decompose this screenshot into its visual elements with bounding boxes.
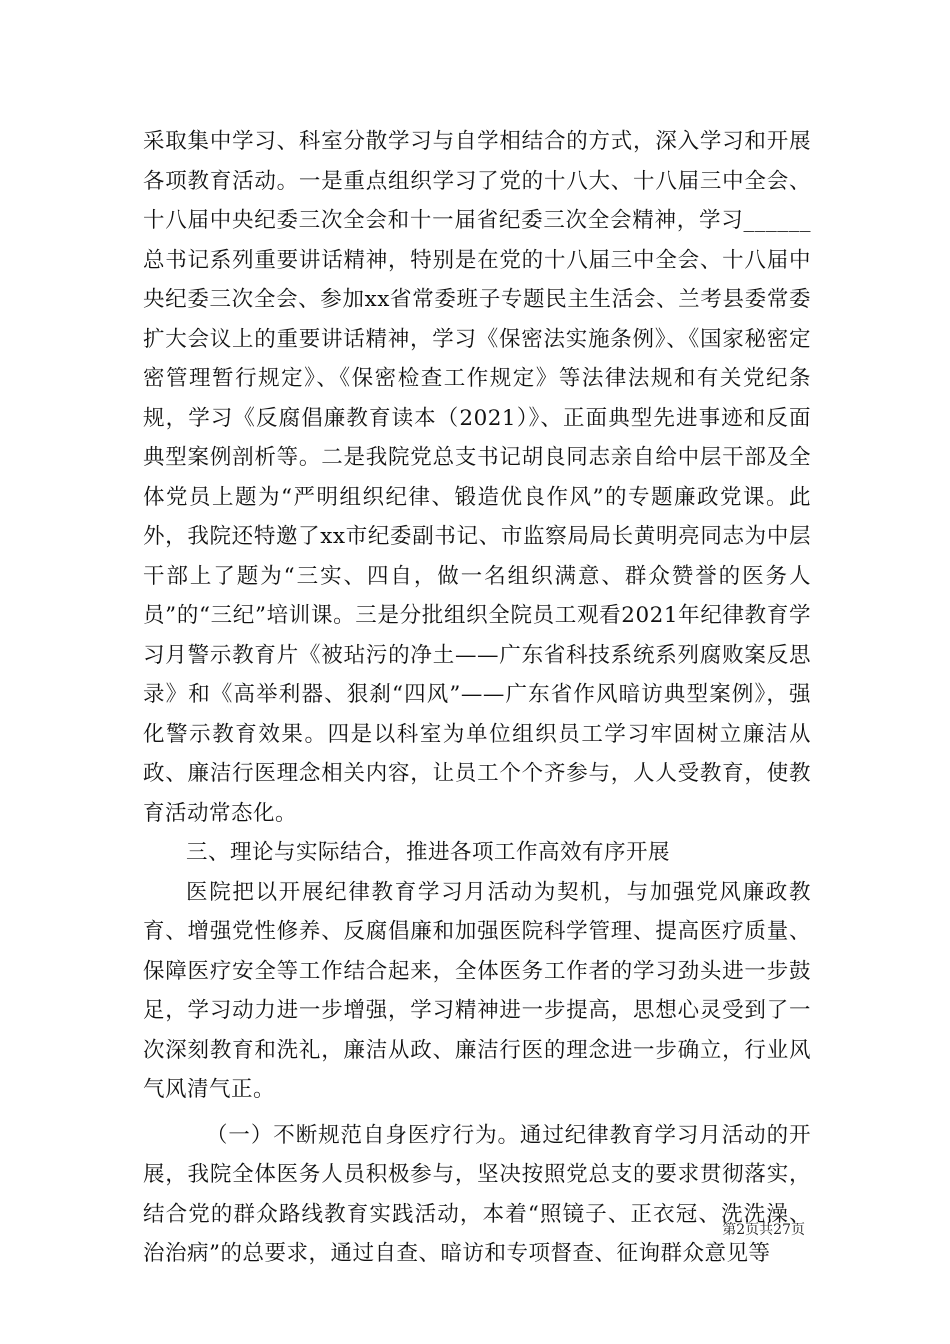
paragraph-medical-conduct: （一）不断规范自身医疗行为。通过纪律教育学习月活动的开展，我院全体医务人员积极参与，坚决按照党总支的要求贯彻落实，结合党的群众路线教育实践活动，本着“照镜子、正衣冠、洗洗澡、治治病”的总要求，通过自查、暗访和专项督查、征询群众意见等 (143, 1122, 811, 1266)
paragraph-study-activities: 采取集中学习、科室分散学习与自学相结合的方式，深入学习和开展各项教育活动。一是重点组织学习了党的十八大、十八届三中全会、十八届中央纪委三次全会和十一届省纪委三次全会精神，学习______总书记系列重要讲话精神，特别是在党的十八届三中全会、十八届中央纪委三次全会、参加xx省常委班子专题民主生活会、兰考县委常委扩大会议上的重要讲话精神，学习《保密法实施条例》、《国家秘密定密管理暂行规定》、《保密检查工作规定》等法律法规和有关党纪条规，学习《反腐倡廉教育读本（2021）》、正面典型先进事迹和反面典型案例剖析等。二是我院党总支书记胡良同志亲自给中层干部及全体党员上题为“严明组织纪律、锻造优良作风”的专题廉政党课。此外，我院还特邀了xx市纪委副书记、市监察局局长黄明亮同志为中层干部上了题为“三实、四自，做一名组织满意、群众赞誉的医务人员”的“三纪”培训课。三是分批组织全院员工观看2021年纪律教育学习月警示教育片《被玷污的净土——广东省科技系统系列腐败案反思录》和《高举利器、狠刹“四风”——广东省作风暗访典型案例》，强化警示教育效果。四是以科室为单位组织员工学习牢固树立廉洁从政、廉洁行医理念相关内容，让员工个个齐参与，人人受教育，使教育活动常态化。 (143, 129, 811, 826)
paragraph-hospital-integration: 医院把以开展纪律教育学习月活动为契机，与加强党风廉政教育、增强党性修养、反腐倡廉和加强医院科学管理、提高医疗质量、保障医疗安全等工作结合起来，全体医务工作者的学习劲头进一步鼓足，学习动力进一步增强，学习精神进一步提高，思想心灵受到了一次深刻教育和洗礼，廉洁从政、廉洁行医的理念进一步确立，行业风气风清气正。 (143, 879, 811, 1102)
page-number-footer: 第2页共27页 (722, 1222, 805, 1238)
document-body (143, 122, 811, 1274)
section-heading-three: 三、理论与实际结合，推进各项工作高效有序开展 (186, 840, 671, 865)
